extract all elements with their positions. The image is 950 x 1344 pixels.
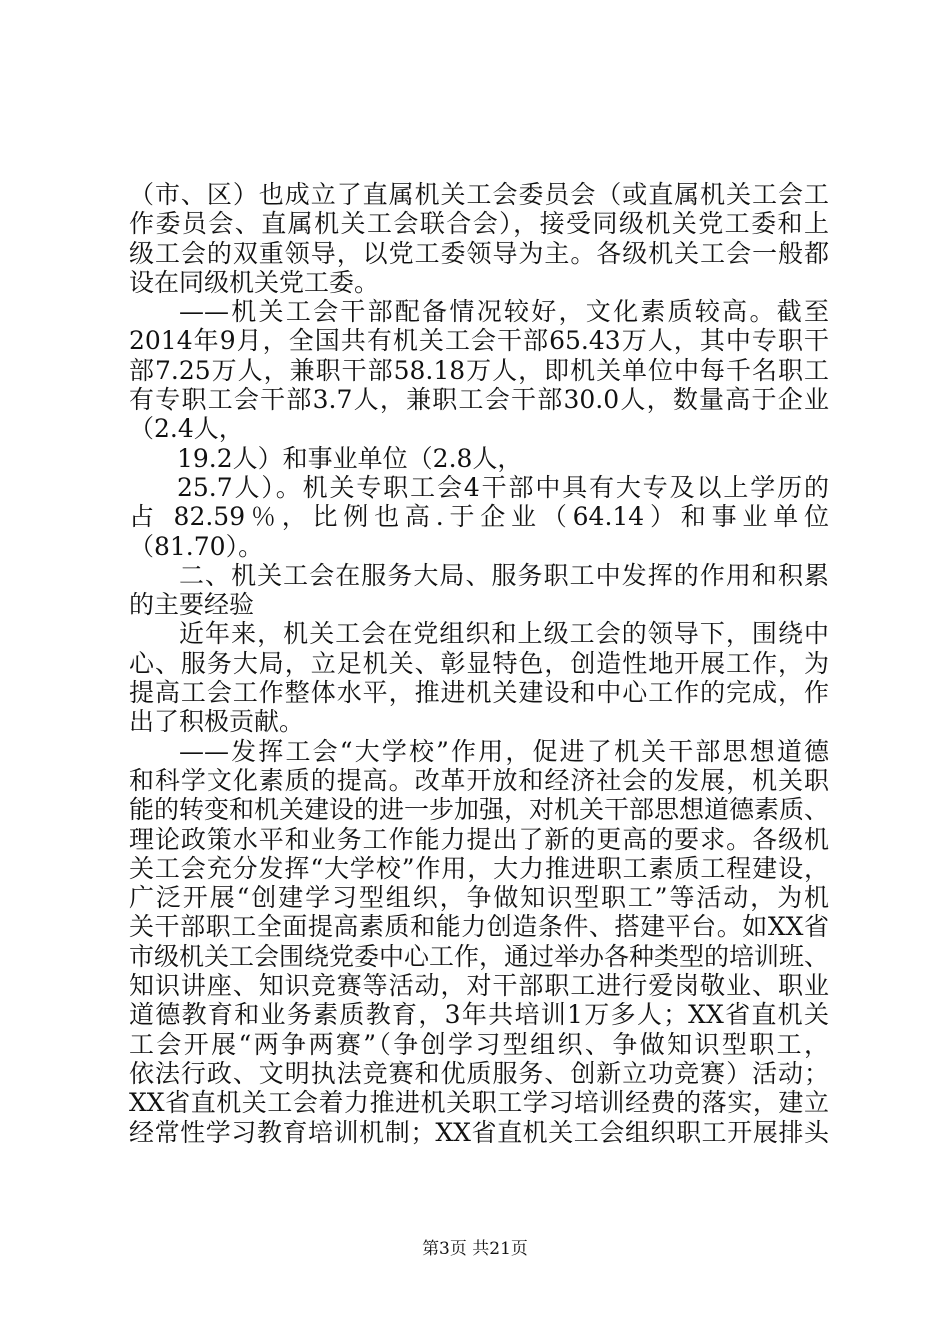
section-heading: 二、机关工会在服务大局、服务职工中发挥的作用和积累: [179, 560, 829, 590]
text-line: XX省直机关工会着力推进机关职工学习培训经费的落实，建立: [129, 1088, 829, 1118]
text-line: 有专职工会干部3.7人，兼职工会干部30.0人，数量高于企业: [129, 385, 829, 415]
text-line: 作委员会、直属机关工会联合会），接受同级机关党工委和上: [129, 209, 829, 239]
text-line: 25.7人）。机关专职工会4干部中具有大专及以上学历的: [177, 472, 829, 502]
section-heading: 的主要经验: [129, 590, 255, 620]
text-line: ——发挥工会“大学校”作用，促进了机关干部思想道德: [179, 736, 829, 766]
text-line: （2.4人，: [129, 414, 244, 444]
text-line: （81.70）。: [129, 531, 264, 561]
text-line: 市级机关工会围绕党委中心工作，通过举办各种类型的培训班、: [129, 941, 829, 971]
text-line: ——机关工会干部配备情况较好，文化素质较高。截至: [179, 297, 829, 327]
text-line: 依法行政、文明执法竞赛和优质服务、创新立功竞赛）活动；: [129, 1058, 829, 1088]
text-line: （市、区）也成立了直属机关工会委员会（或直属机关工会工: [129, 180, 829, 209]
text-line: 能的转变和机关建设的进一步加强，对机关干部思想道德素质、: [129, 795, 829, 825]
text-line: 出了积极贡献。: [129, 707, 305, 737]
text-line: 心、服务大局，立足机关、彰显特色，创造性地开展工作，为: [129, 648, 829, 678]
text-line: 道德教育和业务素质教育，3年共培训1万多人；XX省直机关: [129, 1000, 829, 1030]
text-line: 近年来，机关工会在党组织和上级工会的领导下，围绕中: [179, 619, 829, 649]
text-line: 工会开展“两争两赛”（争创学习型组织、争做知识型职工，: [129, 1029, 829, 1059]
text-line: 2014年9月，全国共有机关工会干部65.43万人，其中专职干: [129, 326, 829, 356]
document-body: [129, 180, 829, 1147]
text-line: 关干部职工全面提高素质和能力创造条件、搭建平台。如XX省: [129, 912, 829, 942]
text-line: 占 82.59％，比例也高.于企业（64.14）和事业单位: [129, 502, 829, 532]
text-line: 广泛开展“创建学习型组织，争做知识型职工”等活动，为机: [129, 883, 829, 913]
text-line: 关工会充分发挥“大学校”作用，大力推进职工素质工程建设，: [129, 853, 829, 883]
page-number: 第3页 共21页: [422, 1239, 528, 1259]
text-line: 提高工会工作整体水平，推进机关建设和中心工作的完成，作: [129, 678, 829, 708]
text-line: 理论政策水平和业务工作能力提出了新的更高的要求。各级机: [129, 824, 829, 854]
text-line: 知识讲座、知识竞赛等活动，对干部职工进行爱岗敬业、职业: [129, 971, 829, 1001]
text-line: 经常性学习教育培训机制；XX省直机关工会组织职工开展排头: [129, 1117, 829, 1147]
text-line: 部7.25万人，兼职干部58.18万人，即机关单位中每千名职工: [129, 355, 829, 385]
text-line: 设在同级机关党工委。: [129, 267, 380, 297]
text-line: 19.2人）和事业单位（2.8人，: [177, 443, 523, 473]
text-line: 级工会的双重领导，以党工委领导为主。各级机关工会一般都: [129, 238, 829, 268]
text-line: 和科学文化素质的提高。改革开放和经济社会的发展，机关职: [129, 765, 829, 795]
